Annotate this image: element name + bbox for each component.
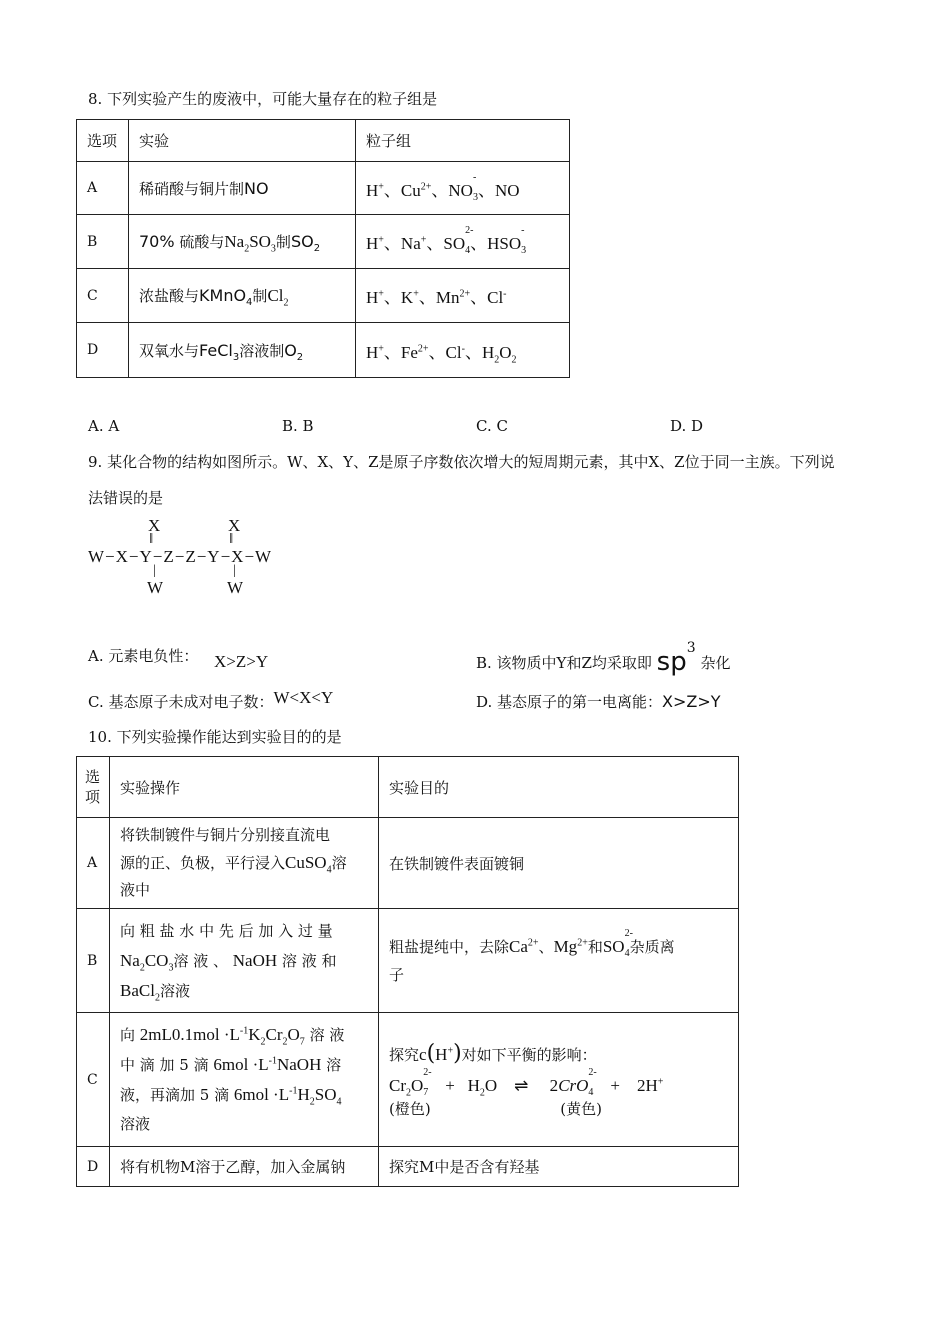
q10-option-d: D — [77, 1147, 110, 1187]
q10-aim-a: 在铁制镀件表面镀铜 — [379, 818, 739, 909]
q10-operation-d: 将有机物M溶于乙醇，加入金属钠 — [110, 1147, 379, 1187]
q9-option-b[interactable]: B. 该物质中Y和Z均采取即 $sp^3$ 杂化 — [476, 640, 731, 677]
structure-w-bottom-right: W — [227, 578, 244, 597]
q8-particles-b: H+、Na+、SO $_{2- 4}$、HSO $_{- 3}$ — [356, 215, 570, 269]
q8-table — [76, 119, 570, 378]
q9-stem-line2: 法错误的是 — [88, 489, 164, 507]
structure-single-bond-right: | — [233, 563, 236, 578]
structure-double-bond-right: ‖ — [229, 531, 234, 547]
q10-stem: 10. 下列实验操作能达到实验目的的是 — [88, 728, 342, 746]
q10-operation-b: 向 粗 盐 水 中 先 后 加 入 过 量 $Na_2CO_3$溶 液 、 NaOH 溶 液 和 BaCl$_2$溶液 — [110, 909, 379, 1013]
yellow-color-label: (黄色) — [560, 1099, 602, 1118]
table-row — [77, 269, 570, 323]
q10-option-a: A — [77, 818, 110, 909]
q9-option-c[interactable]: C. 基态原子未成对电子数：W<X<Y — [88, 688, 334, 711]
q8-experiment-b: 70% 硫酸与$Na_2SO_3$制$SO_2$ — [129, 215, 356, 269]
q8-choice-b[interactable]: B. B — [282, 417, 314, 435]
q10-operation-a: 将铁制镀件与铜片分别接直流电 源的正、负极，平行浸入CuSO$_4$溶 液中 — [110, 818, 379, 909]
table-row — [77, 162, 570, 215]
q9-stem-line1: 9. 某化合物的结构如图所示。W、X、Y、Z是原子序数依次增大的短周期元素，其中X、Z位于同一主族。下列说 — [88, 453, 835, 471]
orange-color-label: (橙色) — [389, 1099, 431, 1118]
structure-x-top-right: X — [228, 516, 241, 535]
q10-table — [76, 756, 739, 1187]
q10-aim-d: 探究M中是否含有羟基 — [379, 1147, 739, 1187]
structure-w-bottom-left: W — [147, 578, 164, 597]
table-row — [77, 1013, 739, 1147]
q8-particles-d: H+、$Fe^{2+}$、Cl-、$H_2O_2$ — [356, 323, 570, 378]
q10-option-c: C — [77, 1013, 110, 1147]
table-row — [77, 215, 570, 269]
q8-experiment-d: 双氧水与FeCl$_3$溶液制$O_2$ — [129, 323, 356, 378]
sp-superscript: 3 — [686, 640, 696, 656]
table-row — [77, 818, 739, 909]
sp-value: sp — [656, 647, 687, 677]
q8-stem: 8. 下列实验产生的废液中，可能大量存在的粒子组是 — [88, 90, 438, 108]
q8-choice-a[interactable]: A. A — [88, 417, 120, 435]
q10-header-option: 选 项 — [77, 757, 110, 818]
structure-x-top-left: X — [148, 516, 161, 535]
q8-choice-d[interactable]: D. D — [670, 417, 704, 435]
table-row — [77, 323, 570, 378]
q10-operation-c: 向 $2mL0.1mol \cdot L^{-1}K_2Cr_2O_7$ 溶 液 中 滴 加 5 滴 $6mol \cdot L^{-1}NaOH$ 溶 液，再滴加 5 滴 $6mol \cdot L^{-1}H_2SO_4$ 溶液 — [110, 1013, 379, 1147]
q8-option-b: B — [77, 215, 129, 269]
q8-header-particles: 粒子组 — [356, 120, 570, 162]
q9-option-a-value: X>Z>Y — [214, 652, 269, 671]
q8-header-experiment: 实验 — [129, 120, 356, 162]
q8-option-c: C — [77, 269, 129, 323]
table-row — [77, 1147, 739, 1187]
q10-header-operation: 实验操作 — [110, 757, 379, 818]
structure-main-chain: W−X−Y−Z−Z−Y−X−W — [88, 547, 273, 566]
q8-option-d: D — [77, 323, 129, 378]
q9-option-a[interactable]: A. 元素电负性： — [88, 647, 199, 665]
q10-aim-c: 探究c(H+)对如下平衡的影响： $Cr_2O$ $_{2- 7}$ + $H_2O$ ⇌ 2CrO $_{2- 4}$ + 2H+ (橙色) (黄色) — [379, 1013, 739, 1147]
equilibrium-equation: $Cr_2O$ $_{2- 7}$ + $H_2O$ ⇌ 2CrO $_{2- 4}$ + 2H+ — [389, 1066, 664, 1098]
q9-option-d[interactable]: D. 基态原子的第一电离能：X>Z>Y — [476, 692, 721, 711]
q10-aim-b: 粗盐提纯中，去除$Ca^{2+}$、$Mg^{2+}$和SO $_{2- 4}$杂质离 子 — [379, 909, 739, 1013]
q8-option-a: A — [77, 162, 129, 215]
q8-experiment-a: 稀硝酸与铜片制NO — [129, 162, 356, 215]
structure-single-bond-left: | — [153, 563, 156, 578]
q8-particles-a: H+、$Cu^{2+}$、NO $_{- 3}$、NO — [356, 162, 570, 215]
q8-experiment-c: 浓盐酸与KMnO$_4$制$Cl_2$ — [129, 269, 356, 323]
table-row — [77, 909, 739, 1013]
q8-choice-c[interactable]: C. C — [476, 417, 508, 435]
q10-header-aim: 实验目的 — [379, 757, 739, 818]
q10-option-b: B — [77, 909, 110, 1013]
q8-header-option: 选项 — [77, 120, 129, 162]
structure-double-bond-left: ‖ — [149, 531, 154, 547]
q8-particles-c: H+、K+、$Mn^{2+}$、Cl- — [356, 269, 570, 323]
